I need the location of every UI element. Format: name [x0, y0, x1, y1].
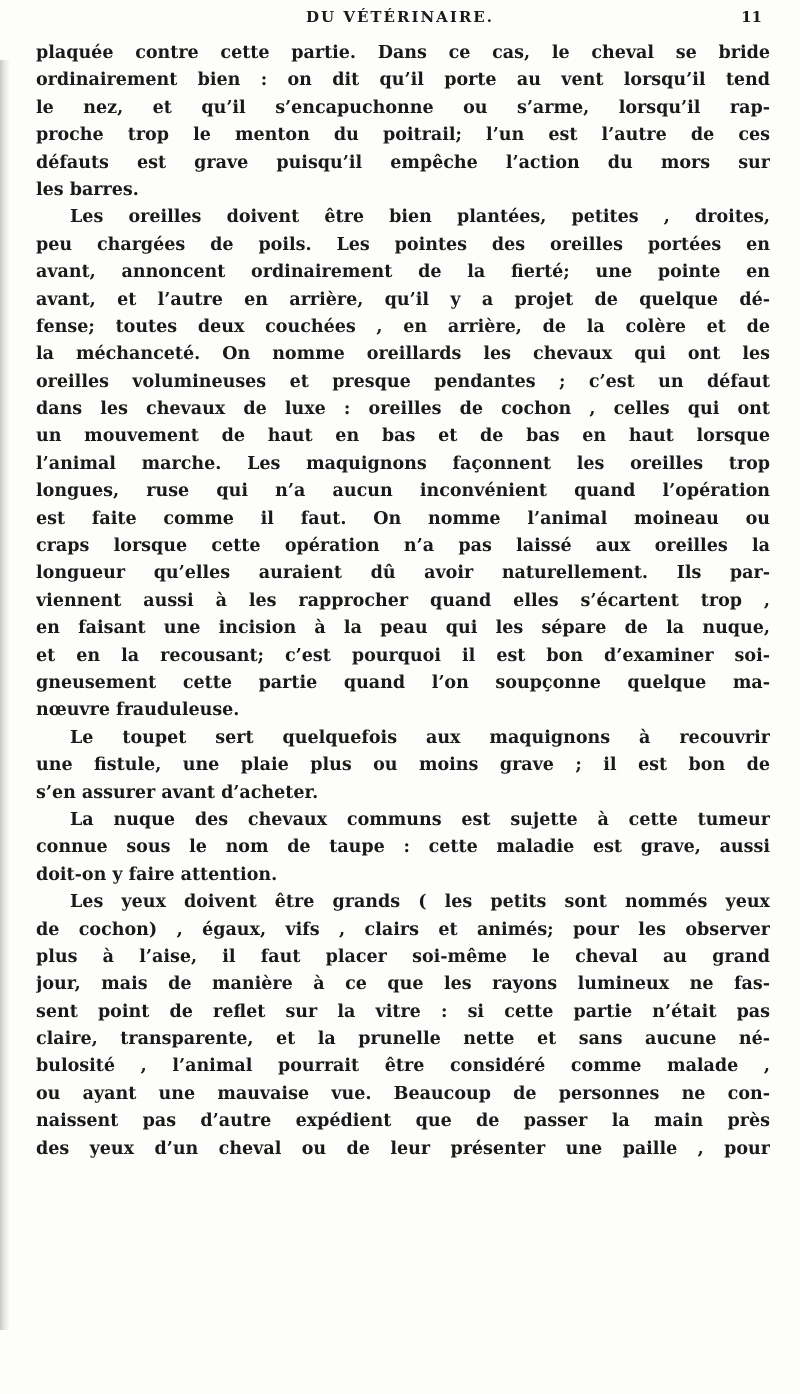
- paragraph-forelock: [36, 725, 770, 807]
- text-line: le nez, et qu’il s’encapuchonne ou s’arme, lorsqu’il rap-: [36, 97, 770, 118]
- text-line: sent point de reflet sur la vitre : si cette partie n’était pas: [36, 1001, 770, 1022]
- text-line: l’animal marche. Les maquignons façonnent les oreilles trop: [36, 453, 770, 474]
- text-line: proche trop le menton du poitrail; l’un est l’autre de ces: [36, 125, 770, 146]
- paragraph-head-carriage: [36, 40, 770, 204]
- text-line: de cochon) , égaux, vifs , clairs et animés; pour les observer: [36, 919, 770, 940]
- text-line: bulosité , l’animal pourrait être considéré comme malade ,: [36, 1056, 770, 1077]
- text-line: Le toupet sert quelquefois aux maquignons à recouvrir: [70, 727, 770, 748]
- page-number: 11: [741, 8, 762, 26]
- text-line: longueur qu’elles auraient dû avoir naturellement. Ils par-: [36, 563, 770, 584]
- text-line: La nuque des chevaux communs est sujette à cette tumeur: [70, 809, 770, 830]
- text-line: claire, transparente, et la prunelle nette et sans aucune né-: [36, 1029, 770, 1050]
- text-line: des yeux d’un cheval ou de leur présenter une paille , pour: [36, 1138, 770, 1159]
- text-line: plus à l’aise, il faut placer soi-même le cheval au grand: [36, 946, 770, 967]
- body-text: [36, 40, 770, 1163]
- page-binding-edge: [0, 60, 10, 1330]
- text-line: s’en assurer avant d’acheter.: [36, 782, 319, 803]
- paragraph-eyes: [36, 889, 770, 1163]
- paragraph-nape: [36, 807, 770, 889]
- text-line: un mouvement de haut en bas et de bas en haut lorsque: [36, 426, 770, 447]
- text-line: doit-on y faire attention.: [36, 864, 278, 885]
- running-title: DU VÉTÉRINAIRE.: [306, 8, 494, 26]
- text-line: peu chargées de poils. Les pointes des oreilles portées en: [36, 234, 770, 255]
- text-line: en faisant une incision à la peau qui les sépare de la nuque,: [36, 618, 770, 639]
- text-line: défauts est grave puisqu’il empêche l’action du mors sur: [36, 152, 770, 173]
- text-line: avant, et l’autre en arrière, qu’il y a projet de quelque dé-: [36, 289, 770, 310]
- text-line: fense; toutes deux couchées , en arrière, de la colère et de: [36, 316, 770, 337]
- text-line: les barres.: [36, 179, 139, 200]
- text-line: jour, mais de manière à ce que les rayons lumineux ne fas-: [36, 974, 770, 995]
- text-line: oreilles volumineuses et presque pendantes ; c’est un défaut: [36, 371, 770, 392]
- text-line: ordinairement bien : on dit qu’il porte au vent lorsqu’il tend: [36, 70, 770, 91]
- page-header: [14, 2, 786, 38]
- text-line: avant, annoncent ordinairement de la fierté; une pointe en: [36, 262, 770, 283]
- text-line: plaquée contre cette partie. Dans ce cas, le cheval se bride: [36, 43, 770, 63]
- text-line: viennent aussi à les rapprocher quand elles s’écartent trop ,: [36, 590, 770, 611]
- text-line: une fistule, une plaie plus ou moins grave ; il est bon de: [36, 755, 770, 776]
- text-line: longues, ruse qui n’a aucun inconvénient quand l’opération: [36, 481, 770, 502]
- text-line: ou ayant une mauvaise vue. Beaucoup de personnes ne con-: [36, 1083, 770, 1104]
- text-line: connue sous le nom de taupe : cette maladie est grave, aussi: [36, 837, 770, 858]
- text-line: dans les chevaux de luxe : oreilles de cochon , celles qui ont: [36, 399, 770, 420]
- text-line: Les oreilles doivent être bien plantées, petites , droites,: [70, 207, 770, 228]
- text-line: est faite comme il faut. On nomme l’animal moineau ou: [36, 508, 770, 529]
- text-line: naissent pas d’autre expédient que de passer la main près: [36, 1111, 770, 1132]
- text-line: craps lorsque cette opération n’a pas laissé aux oreilles la: [36, 536, 770, 557]
- text-line: et en la recousant; c’est pourquoi il est bon d’examiner soi-: [36, 645, 770, 666]
- text-line: gneusement cette partie quand l’on soupçonne quelque ma-: [36, 672, 770, 693]
- paragraph-ears: [36, 204, 770, 724]
- text-line: nœuvre frauduleuse.: [36, 700, 240, 721]
- text-line: la méchanceté. On nomme oreillards les chevaux qui ont les: [36, 344, 770, 365]
- text-line: Les yeux doivent être grands ( les petits sont nommés yeux: [70, 892, 770, 913]
